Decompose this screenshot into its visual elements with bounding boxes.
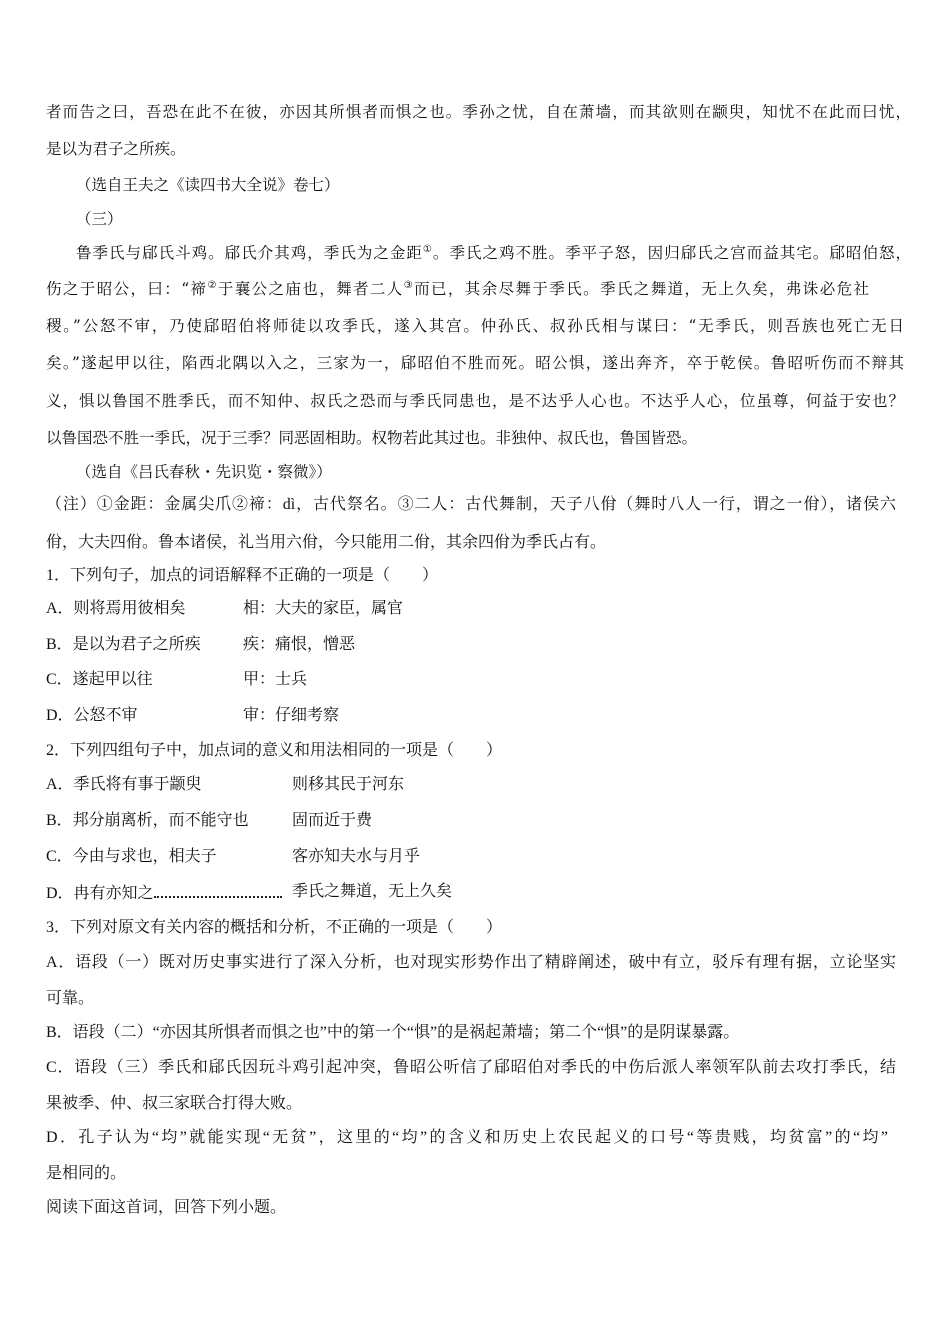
q3-option-c-cont: 果被季、仲、叔三家联合打得大败。 [46, 1095, 303, 1112]
q1-option-d-explanation: 审：仔细考察 [243, 707, 340, 724]
q1-option-a[interactable]: A．则将焉用彼相矣 [46, 600, 186, 617]
q2-option-c-pair: 客亦知夫水与月乎 [292, 848, 421, 865]
q2-option-d-pair: 季氏之舞道，无上久矣 [292, 883, 453, 900]
passage2-source: （选自王夫之《读四书大全说》卷七） [76, 176, 340, 194]
footnote-marker: ② [207, 279, 218, 291]
q3-option-b[interactable]: B．语段（二）“亦因其所惧者而惧之也”中的第一个“惧”的是祸起萧墙；第二个“惧”的是阴谋暴露。 [46, 1024, 740, 1041]
passage3-line: 矣。”遂起甲以往，陷西北隅以入之，三家为一，郈昭伯不胜而死。昭公惧，遂出奔齐，卒于乾侯。鲁昭听伤而不辩其 [46, 354, 904, 372]
q2-option-c[interactable]: C．今由与求也，相夫子 [46, 848, 217, 865]
passage3-line: 鲁季氏与郈氏斗鸡。郈氏介其鸡，季氏为之金距①。季氏之鸡不胜。季平子怒，因归郈氏之宫而益其宅。郈昭伯怒， [76, 243, 911, 262]
notes-line: 佾，大夫四佾。鲁本诸侯，礼当用六佾，今只能用二佾，其余四佾为季氏占有。 [46, 534, 607, 551]
q1-option-b[interactable]: B．是以为君子之所疾 [46, 636, 201, 653]
passage3-line: 以鲁国恐不胜一季氏，况于三季？同恶固相助。权物若此其过也。非独仲、叔氏也，鲁国皆恐。 [46, 429, 698, 447]
passage3-line: 稷。”公怒不审，乃使郈昭伯将师徒以攻季氏，遂入其宫。仲孙氏、叔孙氏相与谋曰：“无季氏，则吾族也死亡无日 [46, 317, 904, 335]
footnote-marker: ③ [403, 279, 415, 291]
next-section-instruction: 阅读下面这首词，回答下列小题。 [46, 1199, 287, 1216]
dotted-emphasis-line [154, 882, 282, 898]
q1-option-d[interactable]: D．公怒不审 [46, 707, 138, 724]
passage3-heading: （三） [76, 210, 123, 228]
question-2-stem: 2．下列四组句子中，加点词的意义和用法相同的一项是（ ） [46, 742, 503, 759]
q3-option-d[interactable]: D．孔子认为“均”就能实现“无贫”，这里的“均”的含义和历史上农民起义的口号“等贵贱，均贫富”的“均” [46, 1129, 888, 1146]
q3-option-c[interactable]: C．语段（三）季氏和郈氏因玩斗鸡引起冲突，鲁昭公听信了郈昭伯对季氏的中伤后派人率领军队前去攻打季氏，结 [46, 1059, 896, 1076]
q3-option-a[interactable]: A．语段（一）既对历史事实进行了深入分析，也对现实形势作出了精辟阐述，破中有立，驳斥有理有据，立论坚实 [46, 954, 896, 971]
q2-option-d[interactable]: D．冉有亦知之 [46, 882, 282, 904]
q2-option-b[interactable]: B．邦分崩离析，而不能守也 [46, 812, 249, 829]
question-1-stem: 1．下列句子，加点的词语解释不正确的一项是（ ） [46, 567, 439, 584]
q1-option-c[interactable]: C．遂起甲以往 [46, 671, 153, 688]
q3-option-a-cont: 可靠。 [46, 990, 95, 1007]
passage3-source: （选自《吕氏春秋・先识览・察微》） [76, 463, 332, 481]
passage2-line: 者而告之曰，吾恐在此不在彼，亦因其所惧者而惧之也。季孙之忧，自在萧墙，而其欲则在颛臾，知忧不在此而曰忧， [46, 103, 911, 121]
question-3-stem: 3．下列对原文有关内容的概括和分析，不正确的一项是（ ） [46, 919, 503, 936]
footnote-marker: ① [422, 243, 433, 255]
q2-option-a[interactable]: A．季氏将有事于颛臾 [46, 776, 202, 793]
notes-line: （注）①金距：金属尖爪②禘：dì，古代祭名。③二人：古代舞制，天子八佾（舞时八人一行，谓之一佾），诸侯六 [46, 496, 896, 513]
passage3-line: 义，惧以鲁国不胜季氏，而不知仲、叔氏之恐而与季氏同患也，是不达乎人心也。不达乎人心，位虽尊，何益于安也？ [46, 392, 904, 410]
q3-option-d-cont: 是相同的。 [46, 1165, 127, 1182]
q1-option-c-explanation: 甲：士兵 [243, 671, 308, 688]
passage3-line: 伤之于昭公，曰：“禘②于襄公之庙也，舞者二人③而已，其余尽舞于季氏。季氏之舞道，无上久矣，弗诛必危社 [46, 279, 869, 298]
q2-option-b-pair: 固而近于费 [292, 812, 373, 829]
q1-option-a-explanation: 相：大夫的家臣，属官 [243, 600, 404, 617]
q2-option-a-pair: 则移其民于河东 [292, 776, 405, 793]
q1-option-b-explanation: 疾：痛恨，憎恶 [243, 636, 356, 653]
passage2-line: 是以为君子之所疾。 [46, 140, 186, 158]
